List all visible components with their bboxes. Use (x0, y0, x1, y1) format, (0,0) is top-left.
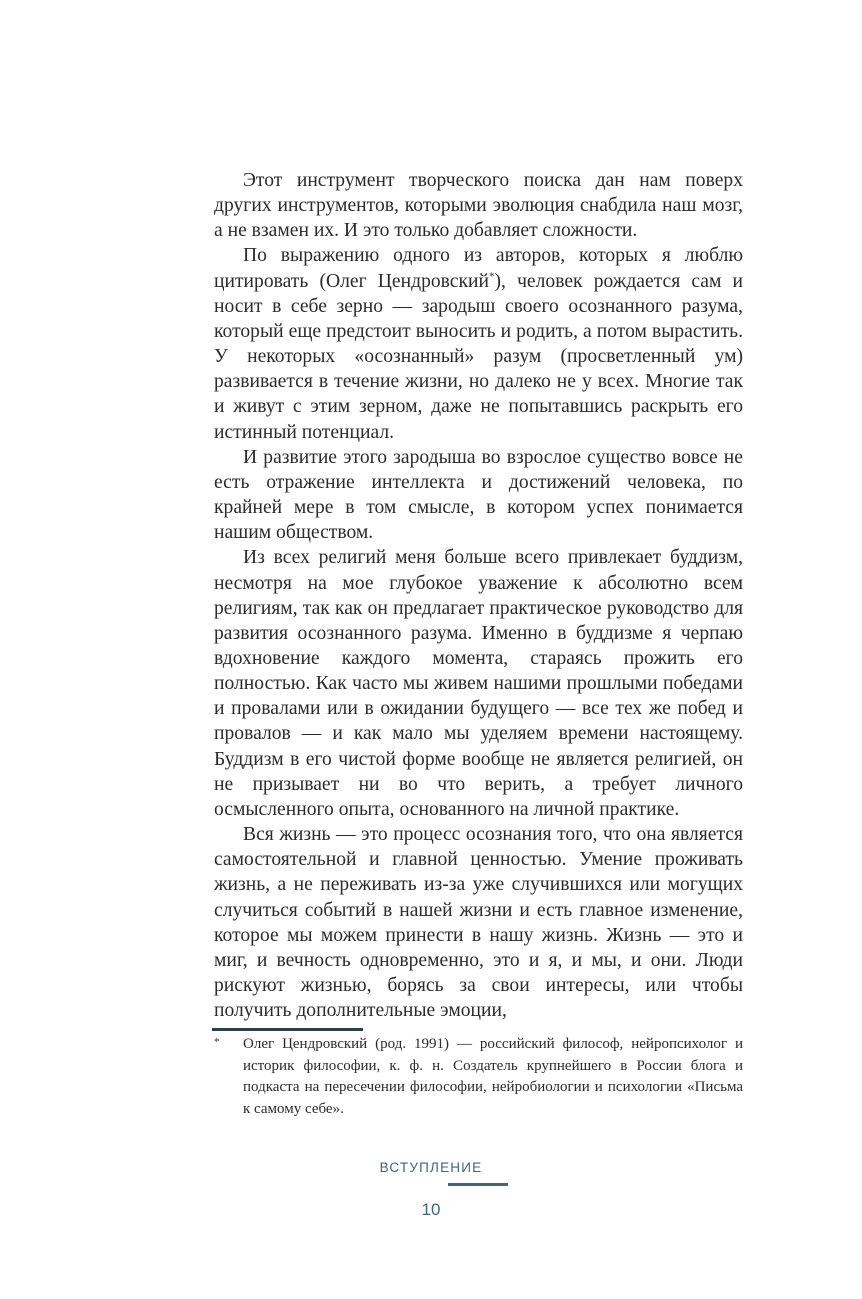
footnote-text: Олег Цендровский (род. 1991) — российский философ, нейропсихолог и историк философии, к. ф. н. Создатель крупнейшего в России блога и подкаста на пересечении философии, нейробиологии и психологии «Письма к самому себе». (243, 1036, 743, 1117)
paragraph-text: По выражению одного из авторов, которых я люблю цитировать (Олег Цендровский (214, 245, 743, 292)
paragraph: Вся жизнь — это процесс осознания того, что она является самостоятельной и главной ценностью. Умение проживать жизнь, а не переживать из-за уже случившихся или могущих случиться событий в нашей жизни и есть главное изменение, которое мы можем принести в нашу жизнь. Жизнь — это и миг, и вечность одновременно, это и я, и мы, и они. Люди рискуют жизнью, борясь за свои интересы, или чтобы получить дополнительные эмоции, (214, 824, 743, 1022)
paragraph: И развитие этого зародыша во взрослое существо вовсе не есть отражение интеллекта и достижений человека, по крайней мере в том смысле, в котором успех понимается нашим обществом. (214, 446, 743, 544)
page-number: 10 (421, 1200, 441, 1219)
paragraph: Из всех религий меня больше всего привлекает буддизм, несмотря на мое глубокое уважение к абсолютно всем религиям, так как он предлагает практическое руководство для развития осознанного разума. Именно в буддизме я черпаю вдохновение каждого момента, стараясь прожить его полностью. Как часто мы живем нашими прошлыми победами и провалами или в ожидании будущего — все тех же побед и провалов — и как мало мы уделяем времени настоящему. Буддизм в его чистой форме вообще не является религией, он не призывает ни во что верить, а требует личного осмысленного опыта, основанного на личной практике. (214, 547, 743, 820)
footnote (214, 1034, 743, 1120)
footnote-divider (212, 1028, 363, 1031)
section-title: ВСТУПЛЕНИЕ (379, 1160, 483, 1175)
paragraph-text: ), человек рождается сам и носит в себе зерно — зародыш своего осознанного разума, который еще предстоит выносить и родить, а потом вырастить. У некоторых «осознанный» разум (просветленный ум) развивается в течение жизни, но далеко не у всех. Многие так и живут с этим зерном, даже не попытавшись раскрыть его истинный потенциал. (214, 270, 744, 443)
footnote-reference[interactable]: * (489, 270, 495, 283)
body-text (214, 168, 743, 1023)
paragraph: Этот инструмент творческого поиска дан нам поверх других инструментов, которыми эволюция снабдила наш мозг, а не взамен их. И это только добавляет сложности. (214, 170, 743, 242)
footnote-marker: * (214, 1036, 220, 1048)
footer-divider (448, 1183, 508, 1186)
paragraph (214, 243, 743, 444)
